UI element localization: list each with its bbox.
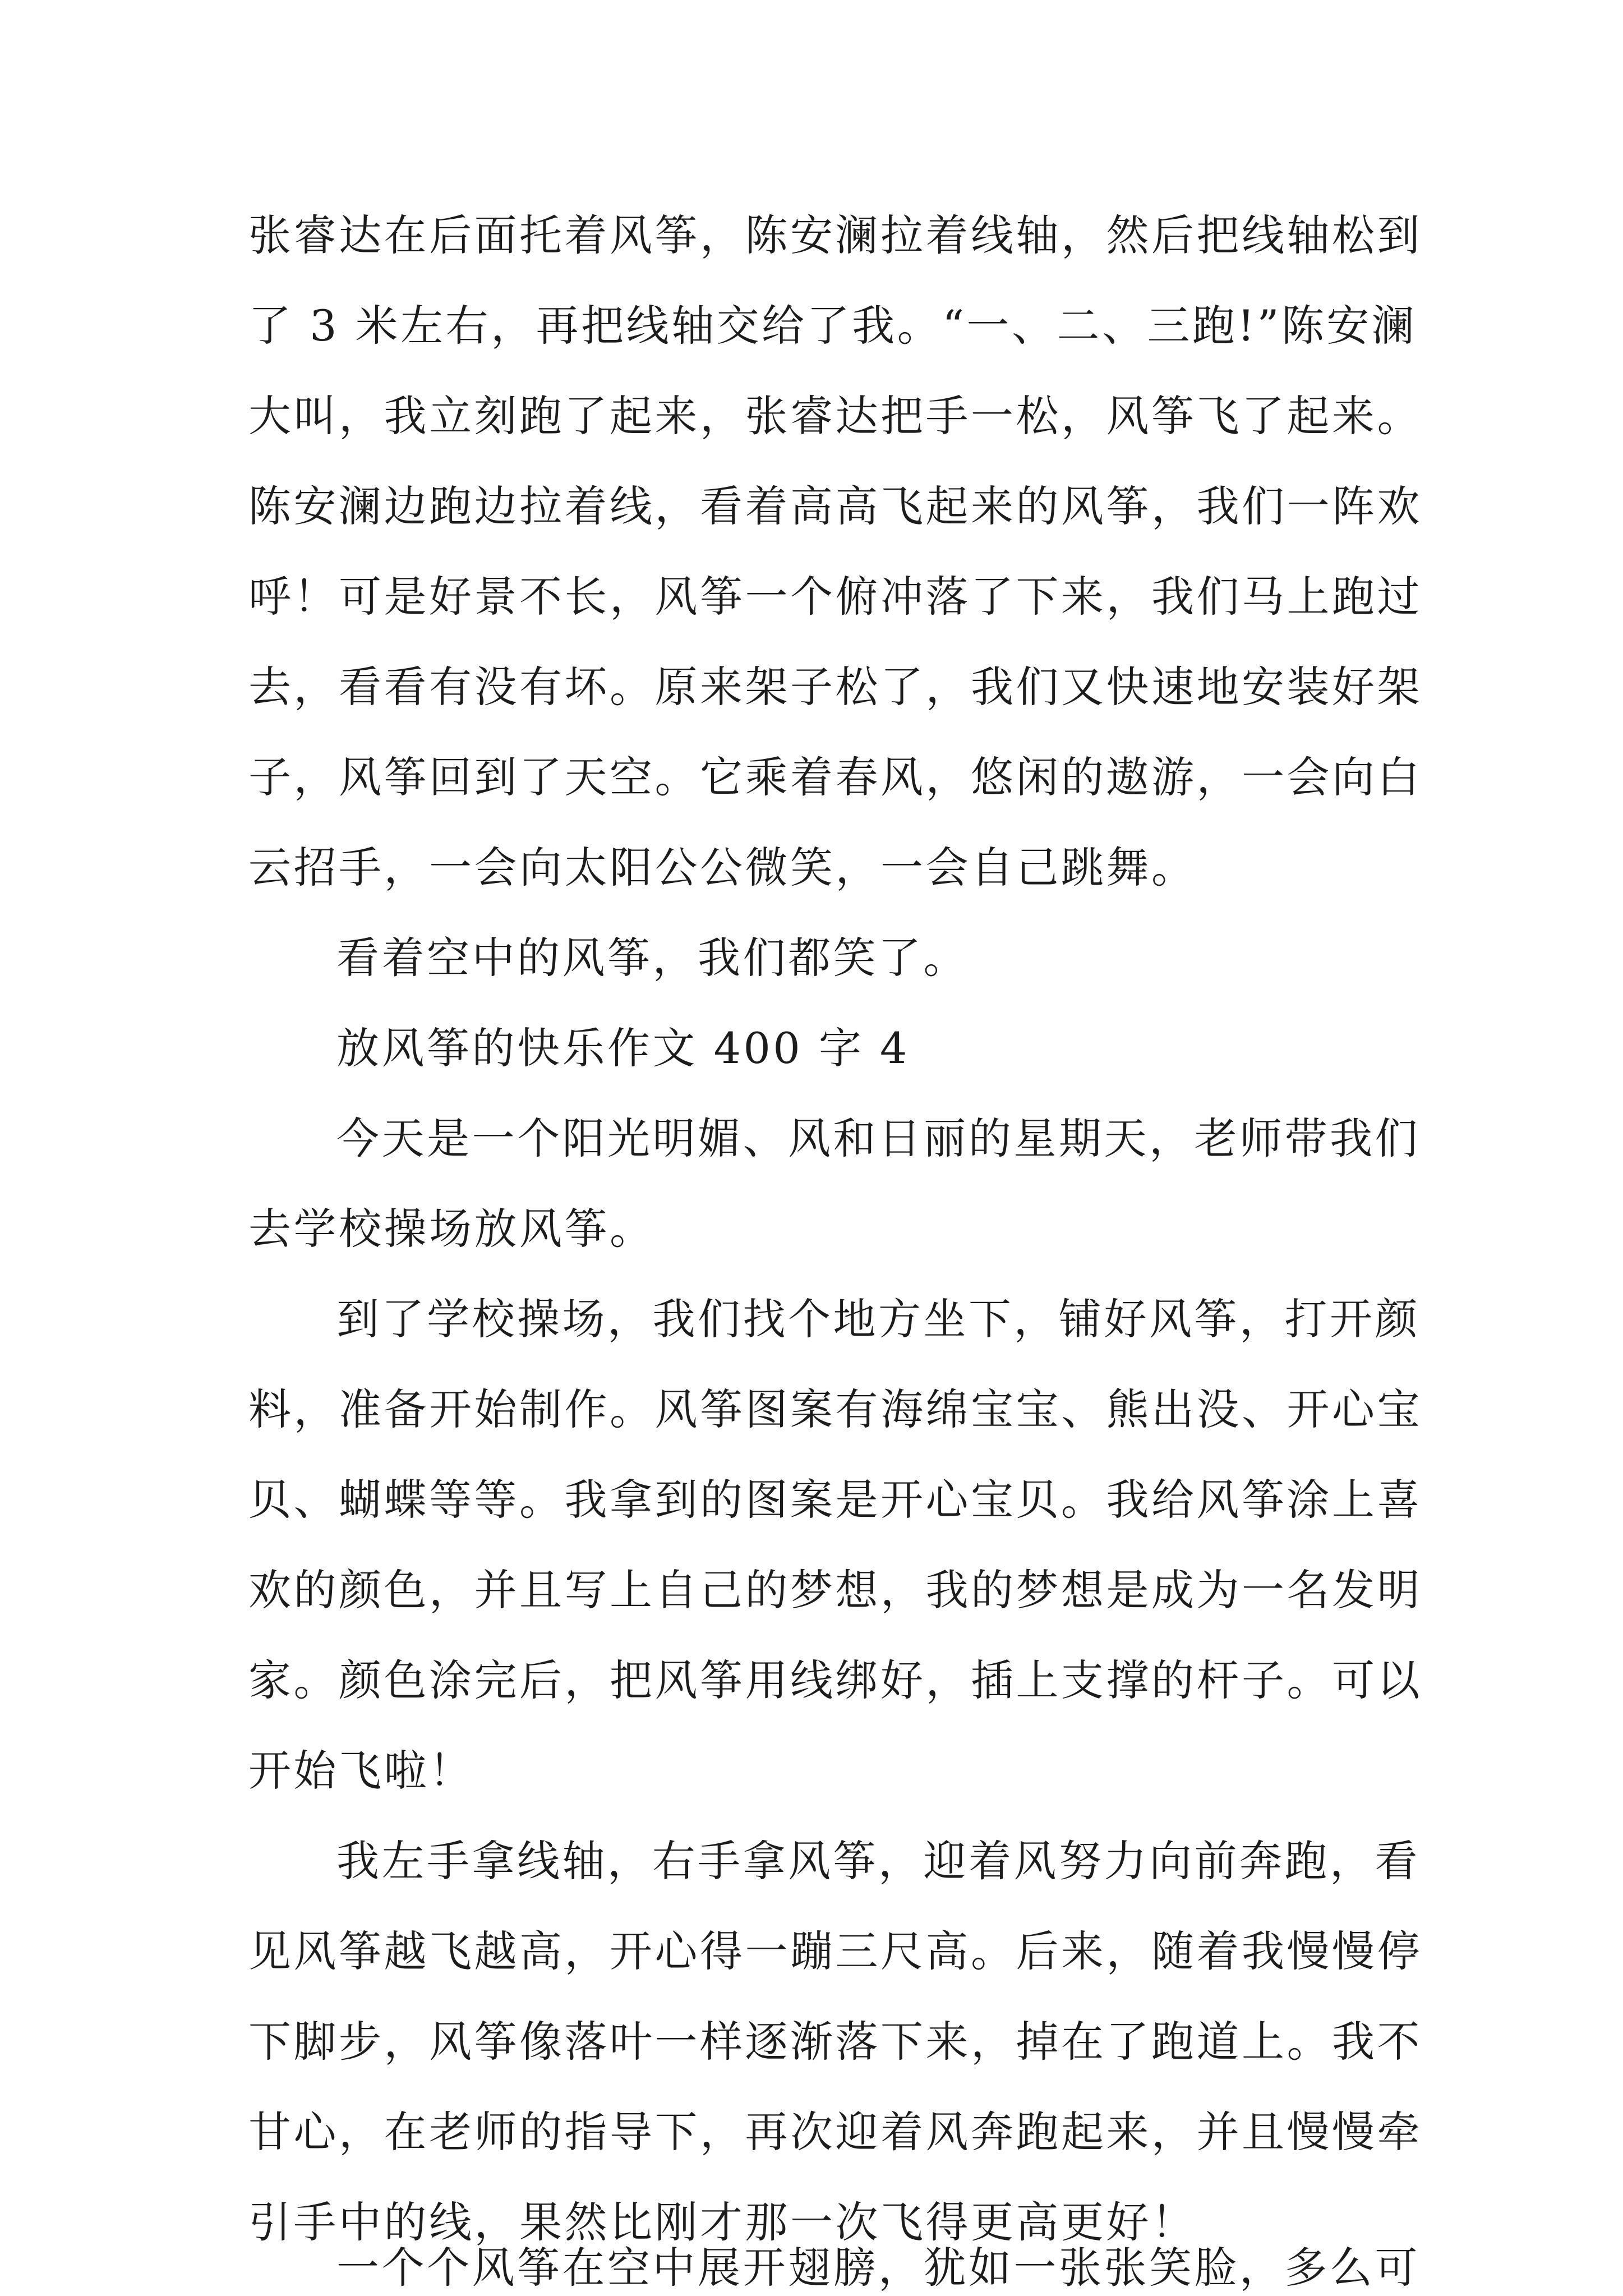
text-line: 去，看看有没有坏。原来架子松了，我们又快速地安装好架 [248,662,1422,712]
text-line: 陈安澜边跑边拉着线，看着高高飞起来的风筝，我们一阵欢 [248,481,1422,531]
text-line: 张睿达在后面托着风筝，陈安澜拉着线轴，然后把线轴松到 [248,210,1422,260]
text-line: 引手中的线，果然比刚才那一次飞得更高更好！ [248,2197,1197,2247]
paragraph-line: 到了学校操场，我们找个地方坐下，铺好风筝，打开颜 [336,1294,1420,1344]
paragraph-line: 今天是一个阳光明媚、风和日丽的星期天，老师带我们 [336,1114,1420,1163]
paragraph-line: 一个个风筝在空中展开翅膀，犹如一张张笑脸，多么可 [336,2243,1420,2293]
text-line: 大叫，我立刻跑了起来，张睿达把手一松，风筝飞了起来。 [248,391,1422,441]
paragraph-line: 看着空中的风筝，我们都笑了。 [336,933,969,983]
text-line: 子，风筝回到了天空。它乘着春风，悠闲的遨游，一会向白 [248,752,1422,802]
paragraph-line: 我左手拿线轴，右手拿风筝，迎着风努力向前奔跑，看 [336,1836,1420,1886]
text-line: 去学校操场放风筝。 [248,1204,655,1254]
text-line: 见风筝越飞越高，开心得一蹦三尺高。后来，随着我慢慢停 [248,1926,1422,1976]
text-line: 家。颜色涂完后，把风筝用线绑好，插上支撑的杆子。可以 [248,1655,1422,1705]
section-heading: 放风筝的快乐作文 400 字 4 [336,1023,910,1073]
text-line: 下脚步，风筝像落叶一样逐渐落下来，掉在了跑道上。我不 [248,2017,1422,2067]
text-line: 呼！可是好景不长，风筝一个俯冲落了下来，我们马上跑过 [248,572,1422,622]
text-line: 了 3 米左右，再把线轴交给了我。“一、二、三跑!”陈安澜 [248,301,1417,351]
text-line: 贝、蝴蝶等等。我拿到的图案是开心宝贝。我给风筝涂上喜 [248,1475,1422,1525]
text-line: 甘心，在老师的指导下，再次迎着风奔跑起来，并且慢慢牵 [248,2107,1422,2157]
text-line: 开始飞啦！ [248,1746,474,1796]
text-line: 料，准备开始制作。风筝图案有海绵宝宝、熊出没、开心宝 [248,1384,1422,1434]
text-line: 欢的颜色，并且写上自己的梦想，我的梦想是成为一名发明 [248,1565,1422,1615]
text-line: 云招手，一会向太阳公公微笑，一会自己跳舞。 [248,843,1197,892]
